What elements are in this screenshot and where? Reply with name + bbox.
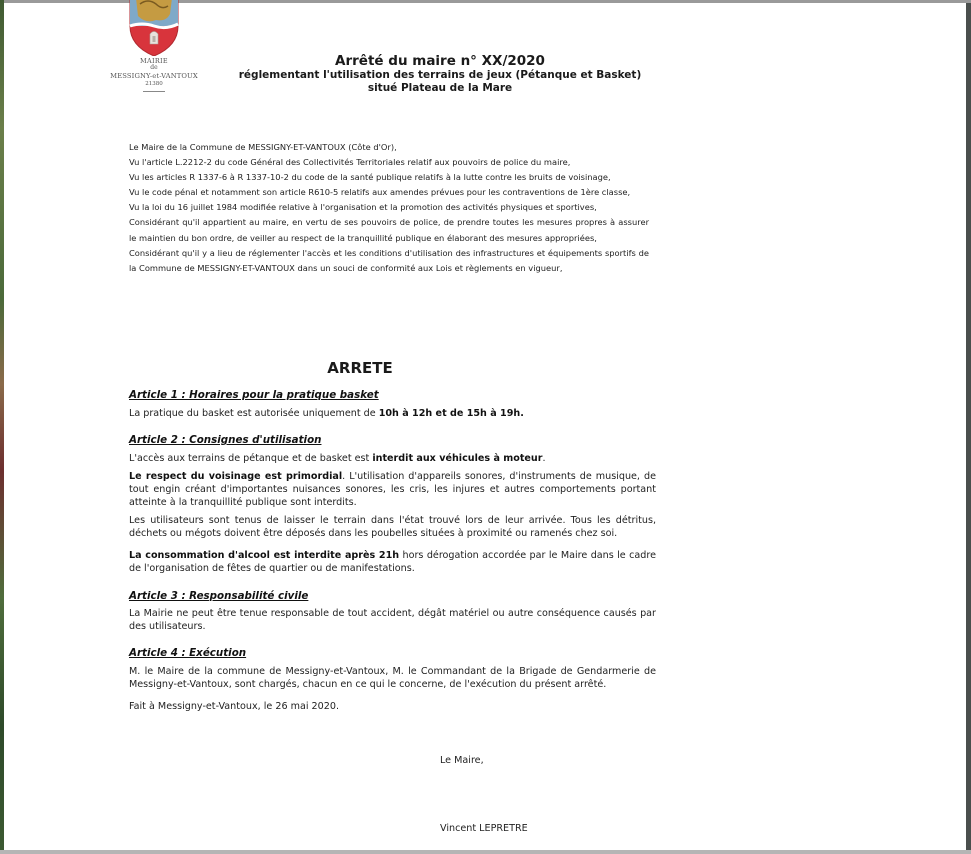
article-bold-text: La consommation d'alcool est interdite après 21h (129, 550, 400, 562)
article-1-heading: Article 1 : Horaires pour la pratique basket (129, 389, 379, 401)
article-text: hors dérogation accordée par le Maire dans le cadre de l'organisation de fêtes de quartier ou de manifestations. (129, 550, 656, 574)
document-title: Arrêté du maire n° XX/2020 (335, 53, 545, 69)
article-text: Les utilisateurs sont tenus de laisser le terrain dans l'état trouvé lors de leur arrivée. Tous les détritus, déchets ou mégots doivent être déposés dans les poubelles situées à proximité ou ramenés chez soi. (129, 515, 656, 539)
decree-title: ARRETE (327, 359, 393, 377)
logo-commune-name: MESSIGNY-et-VANTOUX (110, 71, 198, 80)
article-bold-text: interdit aux véhicules à moteur (372, 452, 543, 464)
preamble-line: Considérant qu'il y a lieu de réglementer l'accès et les conditions d'utilisation des infrastructures et équipements sportifs de la Commune de MESSIGNY-ET-VANTOUX dans un souci de conformité aux Lois et règlements en vigueur, (129, 247, 649, 273)
article-3-heading: Article 3 : Responsabilité civile (129, 589, 309, 602)
preamble (129, 140, 649, 276)
place-and-date: Fait à Messigny-et-Vantoux, le 26 mai 2020. (129, 701, 340, 713)
article-1-text (129, 408, 656, 421)
article-bold-text: Le respect du voisinage est primordial (129, 471, 343, 483)
document-header (200, 53, 680, 95)
article-2-noise (129, 471, 656, 509)
article-4-heading: Article 4 : Exécution (129, 647, 247, 660)
article-text: La pratique du basket est autorisée uniquement de (129, 407, 379, 419)
preamble-line: Le Maire de la Commune de MESSIGNY-ET-VANTOUX (Côte d'Or), (129, 142, 397, 152)
article-bold-text: 10h à 12h et de 15h à 19h. (378, 407, 524, 419)
preamble-line: Vu le code pénal et notamment son article R610-5 relatifs aux amendes prévues pour les contraventions de 1ère classe, (129, 187, 631, 198)
article-text: . L'utilisation d'appareils sonores, d'instruments de musique, de tout engin créant d'importantes nuisances sonores, les cris, les injures et autres comportements portant atteinte à la tranquillité publique sont interdits. (129, 471, 656, 508)
article-3-text: La Mairie ne peut être tenue responsable de tout accident, dégât matériel ou autre conséquence causés par des utilisateurs. (129, 608, 656, 632)
article-2-alcohol (129, 550, 656, 575)
window-right-border (966, 3, 971, 851)
logo-divider (143, 91, 165, 92)
article-2-heading: Article 2 : Consignes d'utilisation (129, 434, 322, 447)
logo-de-text: de (150, 64, 158, 72)
article-text: L'accès aux terrains de pétanque et de basket est (129, 452, 373, 464)
decree-body (129, 389, 656, 720)
signature-role: Le Maire, (440, 755, 484, 766)
article-4-text: M. le Maire de la commune de Messigny-et-Vantoux, M. le Commandant de la Brigade de Gendarmerie de Messigny-et-Vantoux, sont chargés, chacun en ce qui le concerne, de l'exécution du présent arrêté. (129, 665, 656, 690)
signature-name: Vincent LEPRETRE (440, 823, 528, 834)
preamble-line: Vu la loi du 16 juillet 1984 modifiée relative à l'organisation et la promotion des activités physiques et sportives, (129, 202, 597, 213)
coat-of-arms-icon (126, 0, 182, 56)
preamble-line: Considérant qu'il appartient au maire, en vertu de ses pouvoirs de police, de prendre toutes les mesures propres à assurer le maintien du bon ordre, de veiller au respect de la tranquillité publique en élaborant des mesures appropriées, (129, 217, 649, 243)
document-subtitle: réglementant l'utilisation des terrains de jeux (Pétanque et Basket) (238, 69, 642, 81)
logo-mairie-text: MAIRIE (140, 57, 168, 65)
preamble-line: Vu l'article L.2212-2 du code Général des Collectivités Territoriales relatif aux pouvoirs de police du maire, (129, 157, 571, 168)
window-bottom-border (0, 850, 971, 854)
article-2-access (129, 453, 656, 466)
preamble-line: Vu les articles R 1337-6 à R 1337-10-2 du code de la santé publique relatifs à la lutte contre les bruits de voisinage, (129, 172, 611, 183)
article-2-waste (129, 515, 656, 540)
article-text: . (542, 452, 546, 464)
background-photo-strip (0, 0, 4, 854)
mairie-logo (104, 0, 204, 92)
logo-postal-code: 21380 (145, 81, 163, 88)
document-location: situé Plateau de la Mare (367, 82, 513, 94)
